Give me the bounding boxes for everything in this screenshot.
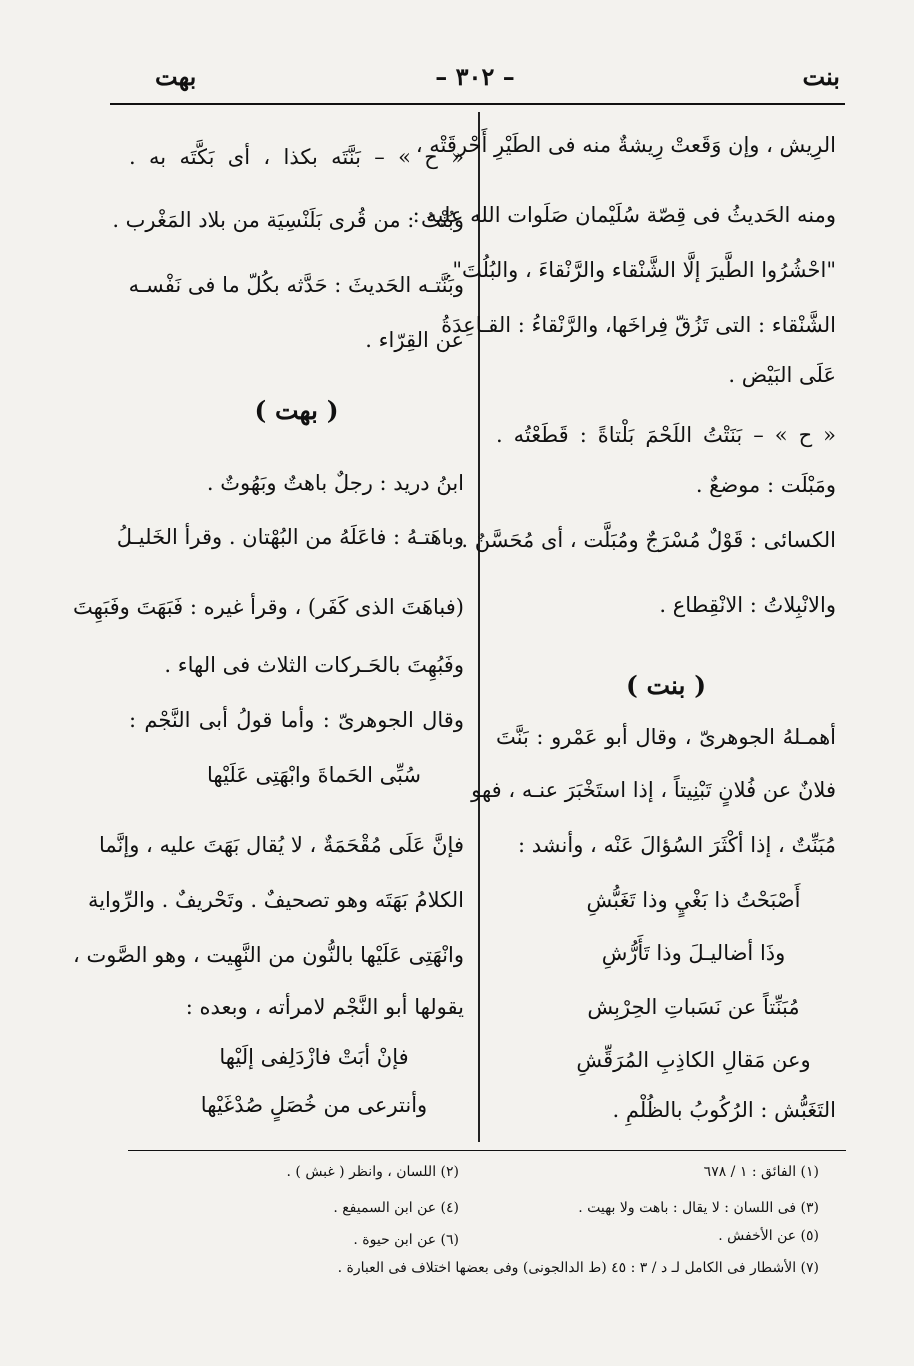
footnote: (٥) عن الأخفش . bbox=[718, 1228, 819, 1244]
footnote: (٣) فى اللسان : لا يقال : باهت ولا بهيت . bbox=[578, 1200, 819, 1216]
text-line: وباهَتـهُ : فاعَلَهُ من البُهْتان . وقرأ الخَليـلُ bbox=[116, 525, 464, 549]
section-heading: ( بنت ) bbox=[625, 671, 707, 700]
text-line: عن القِرّاء . bbox=[365, 328, 464, 352]
text-line: ابنُ دريد : رجلٌ باهتٌ وبَهُوتٌ . bbox=[206, 471, 464, 495]
footnote: (٢) اللسان ، وانظر ( غبش ) . bbox=[286, 1164, 459, 1180]
header-rule bbox=[110, 103, 845, 105]
text-line: (فباهَتَ الذى كَفَر) ، وقرأ غيره : فَبَهَتَ وفَبَهِتَ bbox=[72, 595, 464, 619]
text-line: الكسائى : قَوْلٌ مُسْرَجٌ ومُبَلَّت ، أى مُحَسَّنٌ . bbox=[461, 528, 836, 552]
text-line: وفَبُهِتَ بالحَـركات الثلاث فى الهاء . bbox=[164, 653, 464, 677]
text-line: « ح » – بَنَّتَه بكذا ، أى بَكَّتَه به . bbox=[129, 145, 464, 169]
footnote: (٧) الأشطار فى الكامل لـ د / ٣ : ٤٥ (ط الدالجونى) وفى بعضها اختلاف فى العبارة . bbox=[337, 1260, 819, 1276]
text-line: وانْهَتِى عَلَيْها بالنُّون من النَّهِيت ، وهو الصَّوت ، bbox=[72, 943, 464, 967]
text-line: فلانٌ عن فُلانٍ تَبْنِيتاً ، إذا استَخْبَرَ عنـه ، فهو bbox=[471, 778, 836, 802]
text-line: فإنَّ عَلَى مُقْحَمَةٌ ، لا يُقال بَهَتَ عليه ، وإنَّما bbox=[99, 833, 464, 857]
text-line: يقولها أبو النَّجْم لامرأته ، وبعده : bbox=[185, 995, 464, 1019]
text-line: وقال الجوهرىّ : وأما قولُ أبى النَّجْم : bbox=[129, 708, 464, 732]
text-line: عَلَى البَيْض . bbox=[728, 363, 836, 387]
text-line: "احْشُرُوا الطَّيرَ إلَّا الشَّنْقاء والرَّنْقاءَ ، والبُلُتَ". bbox=[445, 258, 836, 282]
verse-line: سُبِّى الحَماةَ وابْهَتِى عَلَيْها bbox=[206, 763, 422, 787]
text-line: « ح » – بَنَتْتُ اللَحْمَ بَلْتاةً : قَطَعْتُه . bbox=[496, 423, 836, 447]
text-line: ومَبْلَت : موضعٌ . bbox=[695, 473, 836, 497]
text-line: الكلامُ بَهَتَه وهو تصحيفٌ . وتَحْريفٌ . والرِّواية bbox=[87, 888, 464, 912]
page-number: – ٣٠٢ – bbox=[435, 62, 515, 91]
verse-line: وأنترعى من خُصَلٍ صُدْغَيْها bbox=[200, 1093, 428, 1117]
text-line: الرِيش ، وإن وَقَعتْ رِيشةٌ منه فى الطَيْرِ أَحْرقَتْه ، bbox=[415, 133, 836, 157]
text-line: وبَنَّتـه الحَديثَ : حَدَّثه بكُلّ ما فى نَفْسـه bbox=[128, 273, 464, 297]
text-line: التَغَبُّش : الرُكُوبُ بالظُلْمِ . bbox=[612, 1098, 836, 1122]
footnote: (٤) عن ابن السميفع . bbox=[333, 1200, 459, 1216]
verse-line: وذَا أضاليـلَ وذا تَأَرُّشِ bbox=[601, 941, 786, 965]
header-right-headword: بنت bbox=[802, 62, 840, 91]
footnote: (٦) عن ابن حيوة . bbox=[353, 1232, 459, 1248]
text-line: ومنه الحَديثُ فى قِصّة سُلَيْمان صَلَوات الله عليه : bbox=[412, 203, 836, 227]
text-line: مُبَنِّتٌ ، إذا أكْثَرَ السُؤالَ عَنْه ، وأنشد : bbox=[518, 833, 836, 857]
verse-line: وعن مَقالِ الكاذِبِ المُرَقِّشِ bbox=[576, 1048, 811, 1072]
footnote: (١) الفائق : ١ / ٦٧٨ bbox=[703, 1164, 819, 1180]
text-line: وبُنْتُ : من قُرى بَلَنْسِيَة من بلاد المَغْرب . bbox=[112, 208, 464, 232]
text-line: أهمـلهُ الجوهرىّ ، وقال أبو عَمْرو : بَنَّتَ bbox=[496, 725, 836, 749]
text-line: والانْبِلاتُ : الانْقِطاع . bbox=[659, 593, 836, 617]
verse-line: فإنْ أبَتْ فازْدَلِفى إلَيْها bbox=[219, 1045, 409, 1069]
section-heading: ( بهت ) bbox=[254, 396, 339, 425]
footnote-rule bbox=[128, 1150, 846, 1151]
text-line: الشَّنْقاء : التى تَزُقّ فِراخَها، والرَّنْقاءُ : القـاعِدَةُ bbox=[441, 313, 836, 337]
verse-line: أَصْبَحْتُ ذا بَغْيٍ وذا تَغَبُّشِ bbox=[586, 888, 801, 912]
header-left-headword: بهت bbox=[155, 62, 197, 91]
verse-line: مُبَنِّتاً عن نَسَباتِ الحِرْبِش bbox=[587, 995, 800, 1019]
page-header bbox=[110, 58, 840, 98]
